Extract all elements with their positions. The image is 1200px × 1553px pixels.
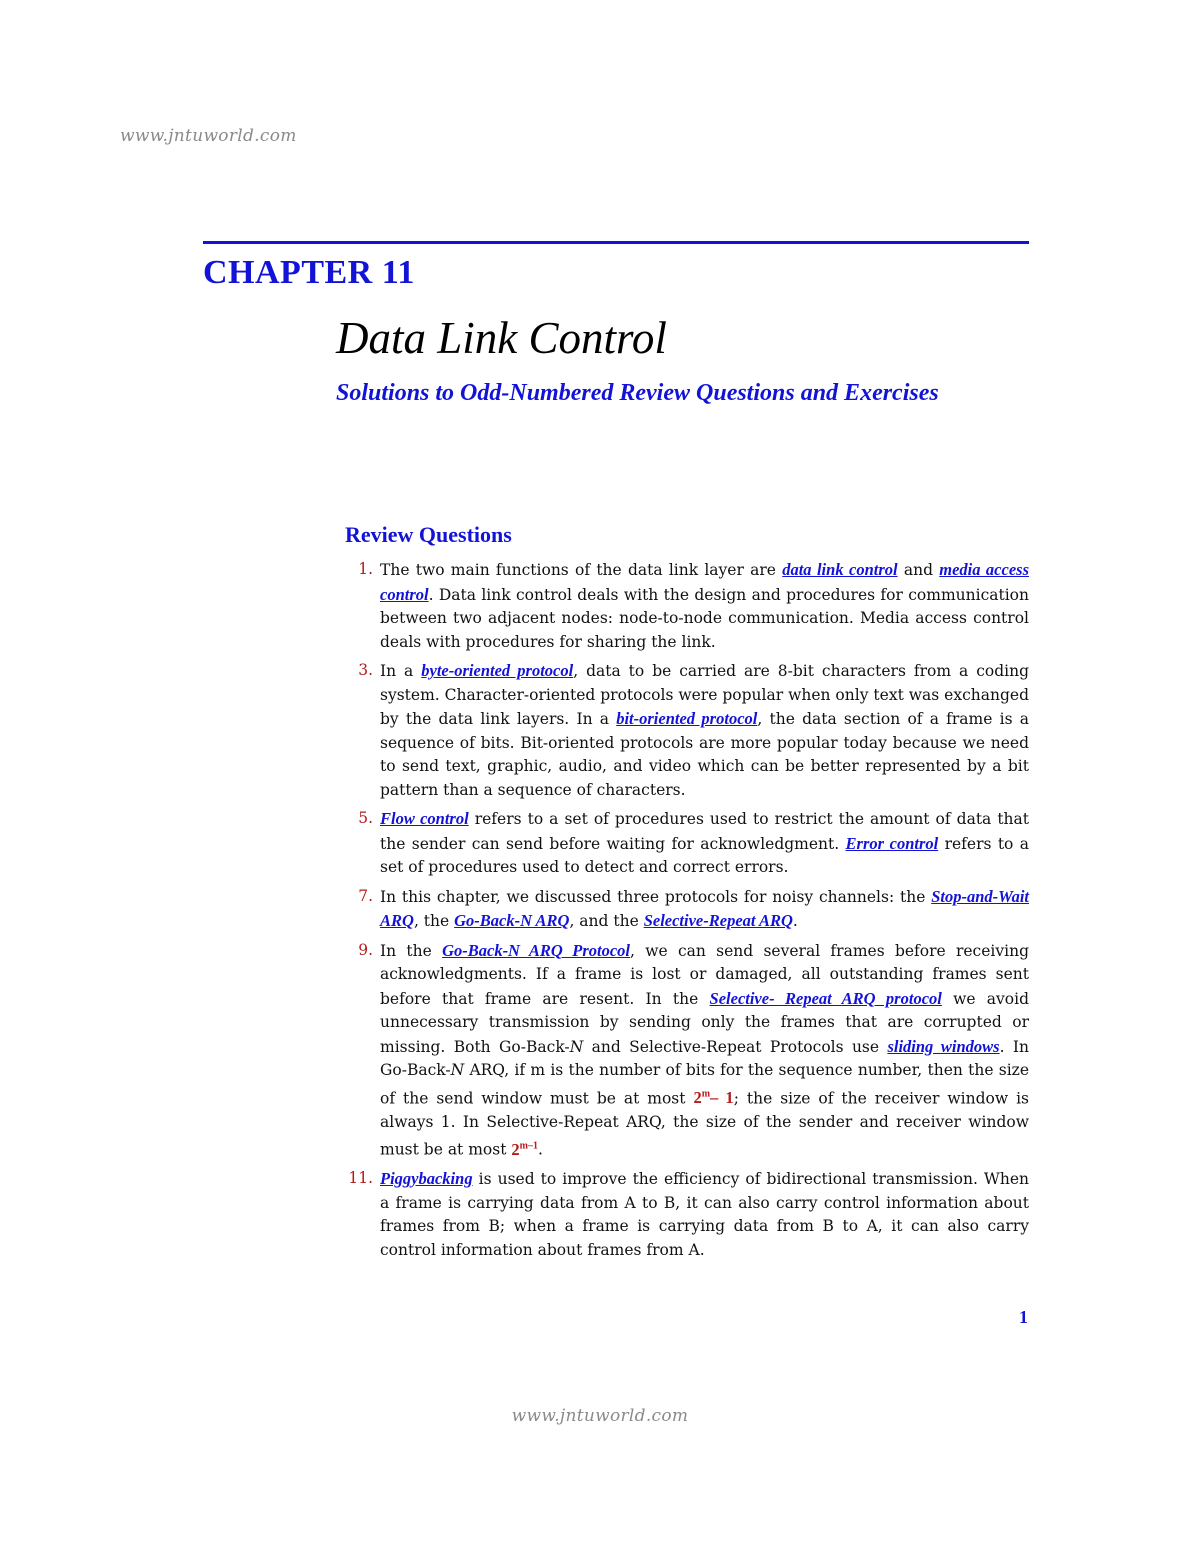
section-heading: Review Questions xyxy=(345,522,512,547)
question-number: 11. xyxy=(348,1169,373,1187)
keyword-link[interactable]: sliding windows xyxy=(887,1036,1000,1056)
answer-text: In the xyxy=(380,941,443,960)
question-number: 3. xyxy=(358,661,373,679)
question-number: 7. xyxy=(358,886,373,905)
answer-text: . xyxy=(537,1140,543,1159)
keyword-link[interactable]: Flow control xyxy=(380,809,469,828)
answer-text: The two main functions of the data link layer are xyxy=(380,561,783,579)
italic-variable: N xyxy=(569,1037,584,1056)
keyword-link[interactable]: Selective- Repeat ARQ protocol xyxy=(709,988,942,1008)
answer-text: . Data link control deals with the design and procedures for communication between two adjacent nodes: node-to-node communication. Media access control deals with procedures for sharing the link. xyxy=(380,585,1029,651)
answer-text: ARQ, if m is the number of bits for the sequence number, then the size of the send window must be at most xyxy=(380,1061,1029,1107)
keyword-link[interactable]: Piggybacking xyxy=(380,1169,473,1188)
answer-text: refers to a set of procedures used to restrict the amount of data that the sender can send before waiting for acknowledgment. xyxy=(380,810,1029,853)
math-exponent: m–1 xyxy=(519,1140,538,1151)
watermark-top: www.jntuworld.com xyxy=(120,126,297,146)
list-item xyxy=(345,659,1029,802)
answer-text: is used to improve the efficiency of bidirectional transmission. When a frame is carrying data from A to B, it can also carry control information about frames from B; when a frame is carrying data from B to A, it can also carry control information about frames from A. xyxy=(380,1170,1029,1259)
chapter-subtitle: Solutions to Odd-Numbered Review Questions and Exercises xyxy=(336,380,939,406)
italic-variable: N xyxy=(450,1061,465,1079)
answer-text: , data to be carried are 8-bit characters from a coding system. Character-oriented protocols were popular when only text was exchanged by the data link layers. In a xyxy=(380,662,1029,728)
answer-text: , the data section of a frame is a sequence of bits. Bit-oriented protocols are more popular today because we need to send text, graphic, audio, and video which can be better represented by a bit pattern than a sequence of characters. xyxy=(380,710,1029,799)
keyword-link[interactable]: Go-Back-N ARQ Protocol xyxy=(442,940,631,960)
keyword-link[interactable]: data link control xyxy=(782,560,898,579)
keyword-link[interactable]: Error control xyxy=(845,833,939,853)
answer-text: , the xyxy=(413,912,455,930)
answer-text: , we can send several frames before receiving acknowledgments. If a frame is lost or damaged, all outstanding frames sent before that frame are resent. In the xyxy=(380,941,1029,1008)
keyword-link[interactable]: Stop-and-Wait ARQ xyxy=(380,886,1029,930)
keyword-link[interactable]: media access control xyxy=(380,560,1029,604)
question-number: 5. xyxy=(358,809,373,827)
question-number: 1. xyxy=(358,560,373,578)
answer-text: In a xyxy=(380,662,422,680)
list-item xyxy=(345,807,1029,880)
math-suffix: – 1 xyxy=(710,1088,734,1107)
answer-text: we avoid unnecessary transmission by sending only the frames that are corrupted or missing. Both Go-Back- xyxy=(380,989,1029,1056)
review-questions-list xyxy=(345,558,1029,1267)
math-exponent: m xyxy=(701,1088,711,1100)
keyword-link[interactable]: Selective-Repeat ARQ xyxy=(643,911,793,930)
list-item xyxy=(345,558,1029,654)
answer-text: . xyxy=(792,912,798,930)
math-expression xyxy=(693,1088,733,1107)
chapter-title: Data Link Control xyxy=(336,313,667,363)
answer-text: and Selective-Repeat Protocols use xyxy=(583,1037,888,1056)
chapter-label: CHAPTER 11 xyxy=(203,254,415,291)
page-number: 1 xyxy=(1019,1307,1028,1327)
list-item xyxy=(345,885,1029,934)
answer-text: In this chapter, we discussed three protocols for noisy channels: the xyxy=(380,887,932,906)
math-base: 2 xyxy=(511,1139,520,1159)
keyword-link[interactable]: Go-Back-N ARQ xyxy=(454,911,570,930)
keyword-link[interactable]: bit-oriented protocol xyxy=(616,709,758,728)
question-number: 9. xyxy=(358,940,373,959)
math-expression xyxy=(511,1140,538,1159)
answer-text: , and the xyxy=(569,912,644,930)
answer-text: ; the size of the receiver window is always 1. In Selective-Repeat ARQ, the size of the sender and receiver window must be at most xyxy=(380,1089,1030,1159)
list-item xyxy=(345,939,1029,1163)
chapter-rule xyxy=(203,241,1029,244)
keyword-link[interactable]: byte-oriented protocol xyxy=(421,661,574,680)
math-base: 2 xyxy=(693,1088,702,1107)
answer-text: refers to a set of procedures used to detect and correct errors. xyxy=(380,834,1029,876)
watermark-bottom: www.jntuworld.com xyxy=(511,1406,689,1426)
answer-text: and xyxy=(897,561,940,579)
answer-text: . In Go-Back- xyxy=(380,1037,1029,1079)
list-item xyxy=(345,1167,1029,1262)
